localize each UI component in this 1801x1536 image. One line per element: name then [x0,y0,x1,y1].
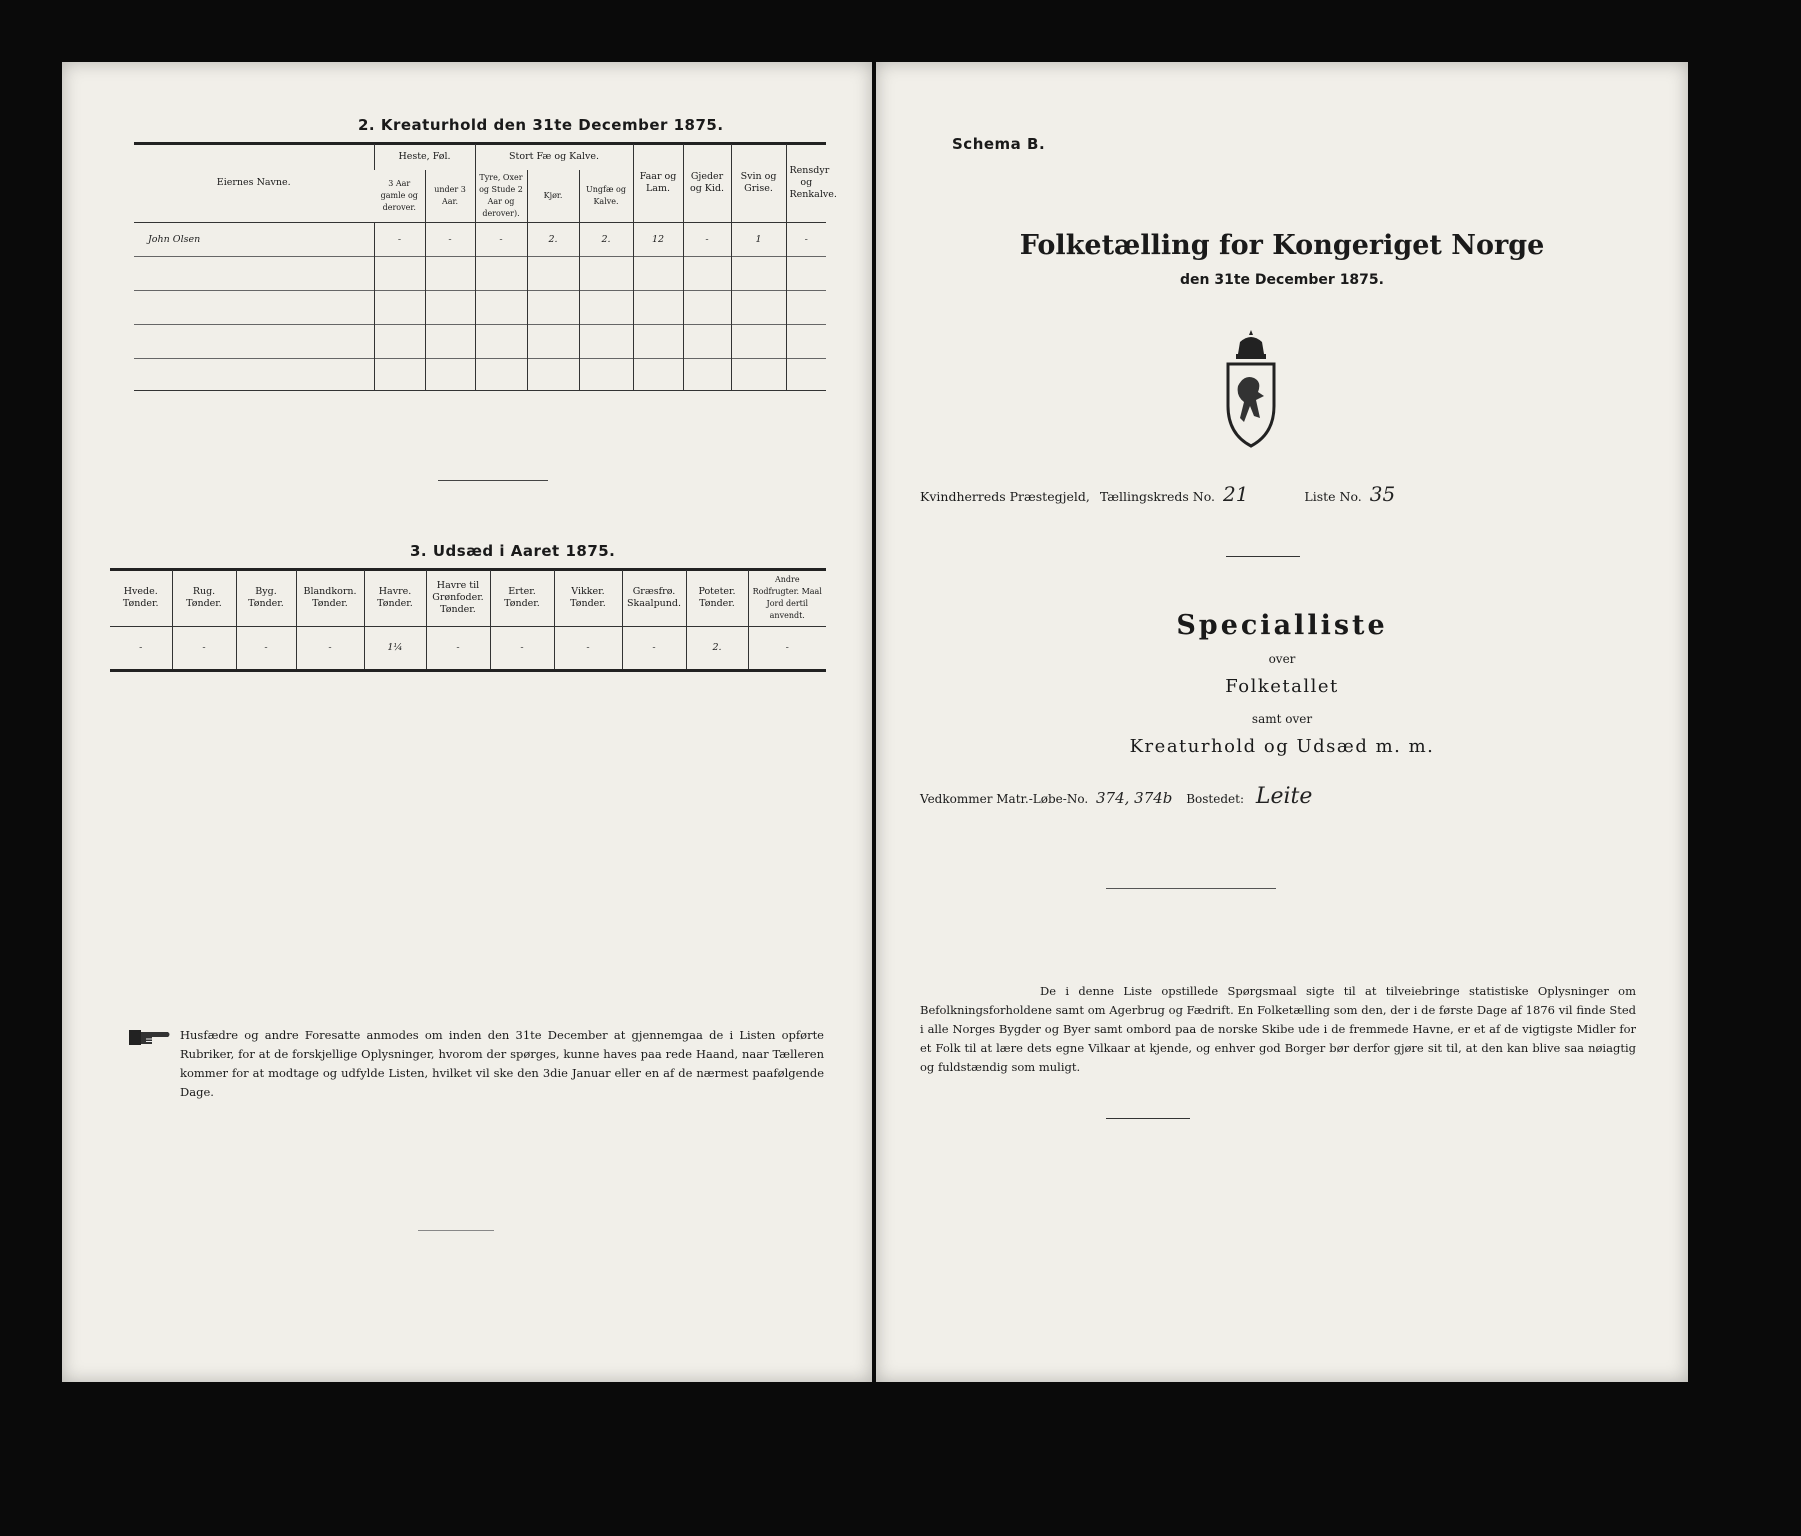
table-row [134,223,826,257]
matr-no: 374, 374b [1096,789,1173,807]
list-label: Liste No. [1304,489,1362,504]
parish-line [920,482,1395,506]
crop-header: Hvede. Tønder. [122,585,159,609]
header-horses-under3: under 3 Aar. [425,170,475,223]
crops-title: 3. Udsæd i Aaret 1875. [410,542,616,560]
crop-value: - [236,626,296,670]
crop-header: Blandkorn. Tønder. [296,570,364,626]
divider [418,1230,494,1231]
coat-of-arms-icon [1222,330,1280,448]
district-label: Tællingskreds No. [1099,489,1215,504]
crop-value: - [490,626,554,670]
left-page [62,62,872,1382]
pointing-hand-icon [128,1026,172,1048]
livestock-title: 2. Kreaturhold den 31te December 1875. [358,116,724,134]
divider [1226,556,1300,557]
crop-value: - [172,626,236,670]
census-date: den 31te December 1875. [1180,272,1384,288]
crop-header: Andre Rodfrugter. Maal Jord dertil anvendt. [748,570,826,626]
matr-label: Vedkommer Matr.-Løbe-No. [920,792,1089,806]
district-no: 21 [1222,482,1249,506]
livestock-value: - [425,223,475,257]
special-title: Specialliste [1176,610,1388,641]
crop-header: Poteter. Tønder. [686,570,748,626]
header-horses-3plus: 3 Aar gamle og derover. [380,179,418,212]
livestock-value: - [374,223,425,257]
crop-value: - [296,626,364,670]
crop-header: Rug. Tønder. [172,570,236,626]
divider [438,480,548,481]
crop-value: - [139,641,143,653]
crop-value: - [748,626,826,670]
crop-value: - [554,626,622,670]
table-row [134,359,826,391]
livestock-table [134,144,837,391]
crop-header: Vikker. Tønder. [554,570,622,626]
header-young: Ungfæ og Kalve. [579,170,633,223]
header-reindeer: Rensdyr og Renkalve. [786,144,826,223]
description-text: De i denne Liste opstillede Spørgsmaal sigte til at tilveiebringe statistiske Oplysninger om Befolkningsforholdene samt om Agerbrug og Fædrift. En Folketælling som den, der i de første Dage af 1876 vil finde Sted i alle Norges Bygder og Byer samt ombord paa de norske Skibe ude i de fremmede Havne, er et af de vigtigste Midler for et Folk til at lære dets egne Vilkaar at kjende, og enhver god Borger bør derfor gjøre sit til, at den kan blive saa nøiagtig og fuldstændig som muligt. [920,984,1636,1074]
livestock-value: - [786,223,826,257]
header-sheep: Faar og Lam. [633,144,683,223]
table-row [134,291,826,325]
header-bulls: Tyre, Oxer og Stude 2 Aar og derover). [475,170,527,223]
header-owner: Eiernes Navne. [216,177,291,188]
livestock-value: - [683,223,731,257]
crop-value: 1¼ [364,626,426,670]
right-page [876,62,1688,1382]
header-cattle: Stort Fæ og Kalve. [475,144,633,170]
divider [1106,1118,1190,1119]
bosted-label: Bostedet: [1186,792,1245,806]
table-row [134,325,826,359]
crop-header: Havre til Grønfoder. Tønder. [426,570,490,626]
parish-label: Kvindherreds Præstegjeld, [920,489,1090,504]
crop-header: Havre. Tønder. [364,570,426,626]
list-no: 35 [1369,482,1396,506]
main-title: Folketælling for Kongeriget Norge [1019,230,1545,261]
header-goats: Gjeder og Kid. [683,144,731,223]
samt-over-label: samt over [1251,712,1313,726]
crop-value: - [622,626,686,670]
header-cows: Kjør. [527,170,579,223]
folketallet-label: Folketallet [1225,676,1339,697]
matr-line [920,784,1312,809]
crop-value: 2. [686,626,748,670]
crop-header: Erter. Tønder. [490,570,554,626]
owner-name: John Olsen [148,233,201,245]
over-label: over [1268,652,1296,666]
crop-value: - [426,626,490,670]
crop-header: Græsfrø. Skaalpund. [622,570,686,626]
table-row [134,257,826,291]
header-pigs: Svin og Grise. [731,144,786,223]
livestock-value: - [475,223,527,257]
table-row [110,626,826,670]
notice-text: Husfædre og andre Foresatte anmodes om inden den 31te December at gjennemgaa de i Listen opførte Rubriker, for at de forskjellige Oplysninger, hvorom der spørges, kunne haves paa rede Haand, naar Tælleren kommer for at modtage og udfylde Listen, hvilket vil ske den 3die Januar eller en af de nærmest paafølgende Dage. [180,1028,824,1099]
livestock-value: 2. [579,223,633,257]
bosted-value: Leite [1255,784,1313,809]
crop-header: Byg. Tønder. [236,570,296,626]
crops-table [110,570,826,672]
header-horses: Heste, Føl. [374,144,475,170]
livestock-value: 12 [633,223,683,257]
livestock-value: 1 [731,223,786,257]
livestock-value: 2. [527,223,579,257]
divider [1106,888,1276,889]
kreatur-label: Kreaturhold og Udsæd m. m. [1129,736,1435,757]
schema-label: Schema B. [952,135,1046,153]
